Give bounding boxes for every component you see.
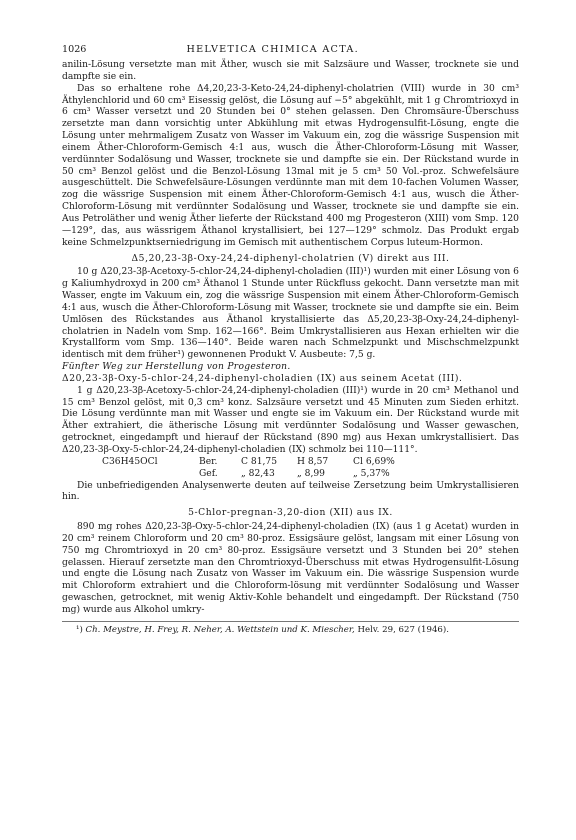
paragraph: 1 g Δ20,23-3β-Acetoxy-5-chlor-24,24-diphenyl-choladien (III)¹) wurde in 20 cm³ Methanol und 15 cm³ Benzol gelöst, mit 0,3 cm³ konz. Salzsäure versetzt und 45 Minuten zum Sieden erhitzt. Die Lösung verdünnte man mit Wasser und engte sie im Vakuum ein. Der Rückstand wurde mit Äther extrahiert, die ätherische Lösung mit verdünnter Sodalösung und Wasser gewaschen, getrocknet, eingedampft und hierauf der Rückstand (890 mg) aus Hexan umkrystallisiert. Das Δ20,23-3β-Oxy-5-chlor-24,24-diphenyl-choladien (IX) schmolz bei 110—111°. (62, 385, 519, 455)
page-number: 1026 (62, 44, 87, 55)
paragraph: 890 mg rohes Δ20,23-3β-Oxy-5-chlor-24,24-diphenyl-choladien (IX) (aus 1 g Acetat) wurden in 20 cm³ reinem Chloroform und 20 cm³ 80-proz. Essigsäure gelöst, langsam mit einer Lösung von 750 mg Chromtrioxyd in 20 cm³ 80-proz. Essigsäure versetzt und 3 Stunden bei 20° stehen gelassen. Hierauf zersetzte man den Chromtrioxyd-Überschuss mit etwas Hydrogensulfit-Lösung und engte die Lösung nach Zusatz von Wasser im Vakuum ein. Die wässrige Suspension wurde mit Chloroform extrahiert und die Chloroform-lösung mit verdünnter Sodalösung und Wasser gewaschen, getrocknet, mit wenig Aktiv-Kohle behandelt und eingedampft. Der Rückstand (750 mg) wurde aus Alkohol umkry- (62, 522, 519, 615)
paragraph: Die unbefriedigenden Analysenwerte deuten auf teilweise Zersetzung beim Umkrystallisieren hin. (62, 480, 519, 503)
found-chlorine: 5,37% (360, 468, 390, 479)
found-hydrogen: 8,99 (304, 468, 325, 479)
paragraph: Das so erhaltene rohe Δ4,20,23-3-Keto-24,24-diphenyl-cholatrien (VIII) wurde in 30 cm³ Äthylenchlorid und 60 cm³ Eisessig gelöst, die Lösung auf −5° abgekühlt, mit 1 g Chromtrioxyd in 6 cm³ Wasser versetzt und 20 Stunden bei 0° stehen gelassen. Den Chromsäure-Überschuss zersetzte man dann vorsichtig unter Abkühlung mit etwas Hydrogensulfit-Lösung, engte die Lösung unter mehrmaligem Zusatz von Wasser im Vakuum ein, zog die wässrige Suspension mit einem Äther-Chloroform-Gemisch 4:1 aus, wusch die Äther-Chloroform-Lösung mit Wasser, verdünnter Sodalösung und Wasser, trocknete sie und dampfte sie ein. Der Rückstand wurde in 50 cm³ Benzol gelöst und die Benzol-Lösung 13mal mit je 5 cm³ 50 Vol.-proz. Schwefelsäure ausgeschüttelt. Die Schwefelsäure-Lösungen verdünnte man mit dem 10-fachen Volumen Wasser, zog die wässrige Suspension mit einem Äther-Chloroform-Gemisch 4:1 aus, wusch die Äther-Chloroform-Lösung mit verdünnter Sodalösung und Wasser, trocknete sie und dampfte sie ein. Aus Petroläther und wenig Äther lieferte der Rückstand 400 mg Progesteron (XIII) vom Smp. 120—129°, das, aus wässrigem Äthanol krystallisiert, bei 127—129° schmolz. Das Produkt ergab keine Schmelzpunktserniedrigung im Gemisch mit authentischem Corpus luteum-Hormon. (62, 83, 519, 248)
elemental-analysis (62, 457, 519, 481)
footnote-citation: Helv. 29, 627 (1946). (357, 624, 449, 635)
journal-title: HELVETICA CHIMICA ACTA. (186, 44, 359, 55)
footnote (62, 625, 519, 636)
carbon-label: C (241, 456, 248, 467)
article-body (62, 60, 519, 617)
calc-label: Ber. (199, 456, 218, 467)
footnote-marker: ¹) (76, 624, 83, 635)
ditto-mark: „ (297, 468, 302, 479)
paragraph: 10 g Δ20,23-3β-Acetoxy-5-chlor-24,24-diphenyl-choladien (III)¹) wurden mit einer Lösung von 6 g Kaliumhydroxyd in 200 cm³ Äthanol 1 Stunde unter Rückfluss gekocht. Dann versetzte man mit Wasser, engte im Vakuum ein, zog die wässrige Suspension mit einem Äther-Chloroform-Gemisch 4:1 aus, wusch die Äther-Chloroform-Lösung mit Wasser, trocknete sie und dampfte sie ein. Beim Umlösen des Rückstandes aus Äthanol krystallisierte das Δ5,20,23-3β-Oxy-24,24-diphenyl-cholatrien in Nadeln vom Smp. 162—166°. Beim Umkrystallisieren aus Hexan erhielten wir die Krystallform vom Smp. 136—140°. Beide waren nach Schmelzpunkt und Mischschmelzpunkt identisch mit dem früher¹) gewonnenen Produkt V. Ausbeute: 7,5 g. (62, 267, 519, 361)
found-carbon: 82,43 (248, 468, 275, 479)
section-heading: Δ20,23-3β-Oxy-5-chlor-24,24-diphenyl-choladien (IX) aus seinem Acetat (III). (62, 373, 463, 384)
section-title: Fünfter Weg zur Herstellung von Progesteron. (62, 362, 291, 373)
found-label: Gef. (199, 468, 218, 479)
calc-chlorine: 6,69% (365, 456, 395, 467)
footnote-divider (62, 621, 519, 622)
ditto-mark: „ (353, 468, 358, 479)
ditto-mark: „ (241, 468, 246, 479)
hydrogen-label: H (297, 456, 305, 467)
section-heading: Δ5,20,23-3β-Oxy-24,24-diphenyl-cholatrien (V) direkt aus III. (131, 253, 450, 264)
chlorine-label: Cl (353, 456, 363, 467)
running-header (62, 44, 519, 60)
journal-page (62, 44, 519, 636)
footnote-authors: Ch. Meystre, H. Frey, R. Neher, A. Wettstein und K. Miescher, (85, 624, 355, 635)
section-heading: 5-Chlor-pregnan-3,20-dion (XII) aus IX. (188, 508, 393, 519)
calc-hydrogen: 8,57 (307, 456, 329, 467)
molecular-formula: C36H45OCl (102, 456, 158, 467)
paragraph: anilin-Lösung versetzte man mit Äther, wusch sie mit Salzsäure und Wasser, trocknete sie und dampfte sie ein. (62, 60, 519, 82)
calc-carbon: 81,75 (250, 456, 278, 467)
